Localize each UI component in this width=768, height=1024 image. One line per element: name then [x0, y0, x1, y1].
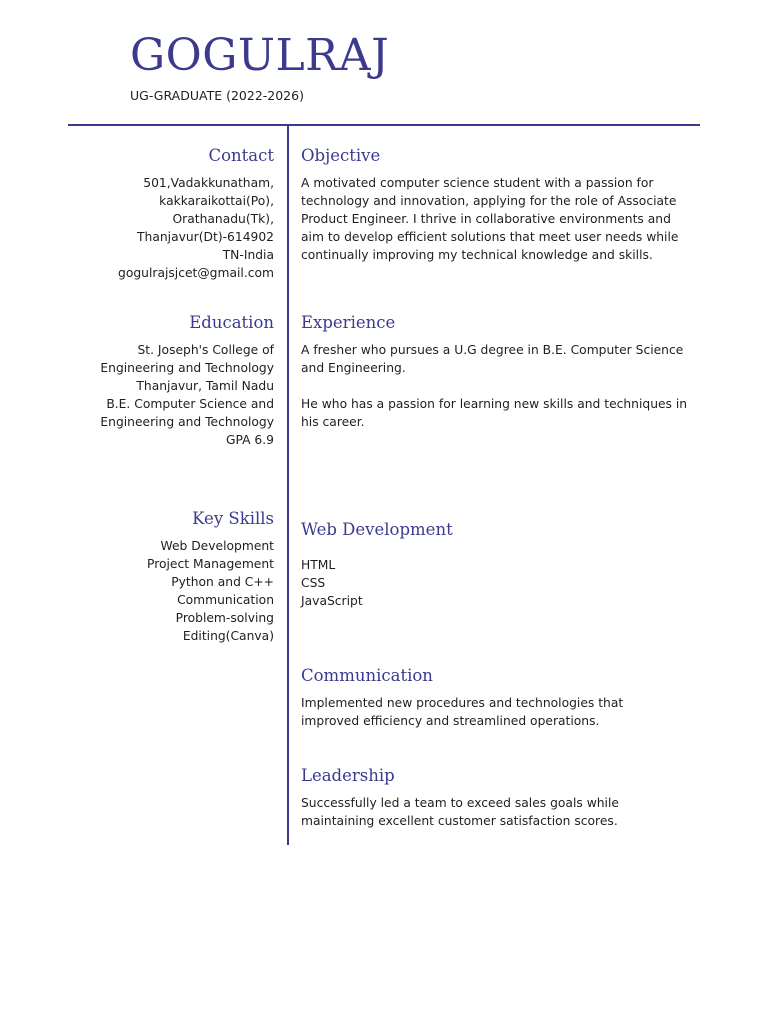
- web-development-list: HTML CSS JavaScript: [301, 557, 363, 608]
- key-skills-section: [147, 509, 274, 645]
- education-section: [100, 313, 274, 449]
- leadership-heading: Leadership: [301, 766, 395, 785]
- experience-section: [301, 313, 701, 431]
- communication-text: Implemented new procedures and technologies that improved efficiency and streamlined operations.: [301, 695, 624, 728]
- experience-heading: Experience: [301, 313, 396, 332]
- candidate-subtitle: UG-GRADUATE (2022-2026): [130, 88, 304, 103]
- key-skills-list: Web Development Project Management Python and C++ Communication Problem-solving Editing(Canva): [147, 538, 274, 643]
- key-skills-heading: Key Skills: [192, 509, 274, 528]
- web-development-heading: Web Development: [301, 520, 453, 539]
- candidate-name: GOGULRAJ: [130, 30, 390, 81]
- communication-heading: Communication: [301, 666, 433, 685]
- contact-heading: Contact: [208, 146, 274, 165]
- web-development-section: [301, 520, 701, 610]
- communication-section: [301, 666, 701, 730]
- header-divider: [68, 124, 700, 126]
- objective-section: [301, 146, 701, 264]
- contact-details: 501,Vadakkunatham, kakkaraikottai(Po), Orathanadu(Tk), Thanjavur(Dt)-614902 TN-India gogulrajsjcet@gmail.com: [118, 175, 274, 280]
- objective-text: A motivated computer science student with a passion for technology and innovation, applying for the role of Associate Product Engineer. I thrive in collaborative environments and aim to develop efficient solutions that meet user needs while continually improving my technical knowledge and skills.: [301, 175, 679, 262]
- leadership-text: Successfully led a team to exceed sales goals while maintaining excellent customer satisfaction scores.: [301, 795, 619, 828]
- column-divider: [287, 126, 289, 845]
- leadership-section: [301, 766, 701, 830]
- experience-text: A fresher who pursues a U.G degree in B.E. Computer Science and Engineering. He who has a passion for learning new skills and techniques in his career.: [301, 342, 688, 429]
- contact-section: [118, 146, 274, 282]
- education-details: St. Joseph's College of Engineering and Technology Thanjavur, Tamil Nadu B.E. Computer Science and Engineering and Technology GPA 6.9: [100, 342, 274, 447]
- education-heading: Education: [189, 313, 274, 332]
- objective-heading: Objective: [301, 146, 381, 165]
